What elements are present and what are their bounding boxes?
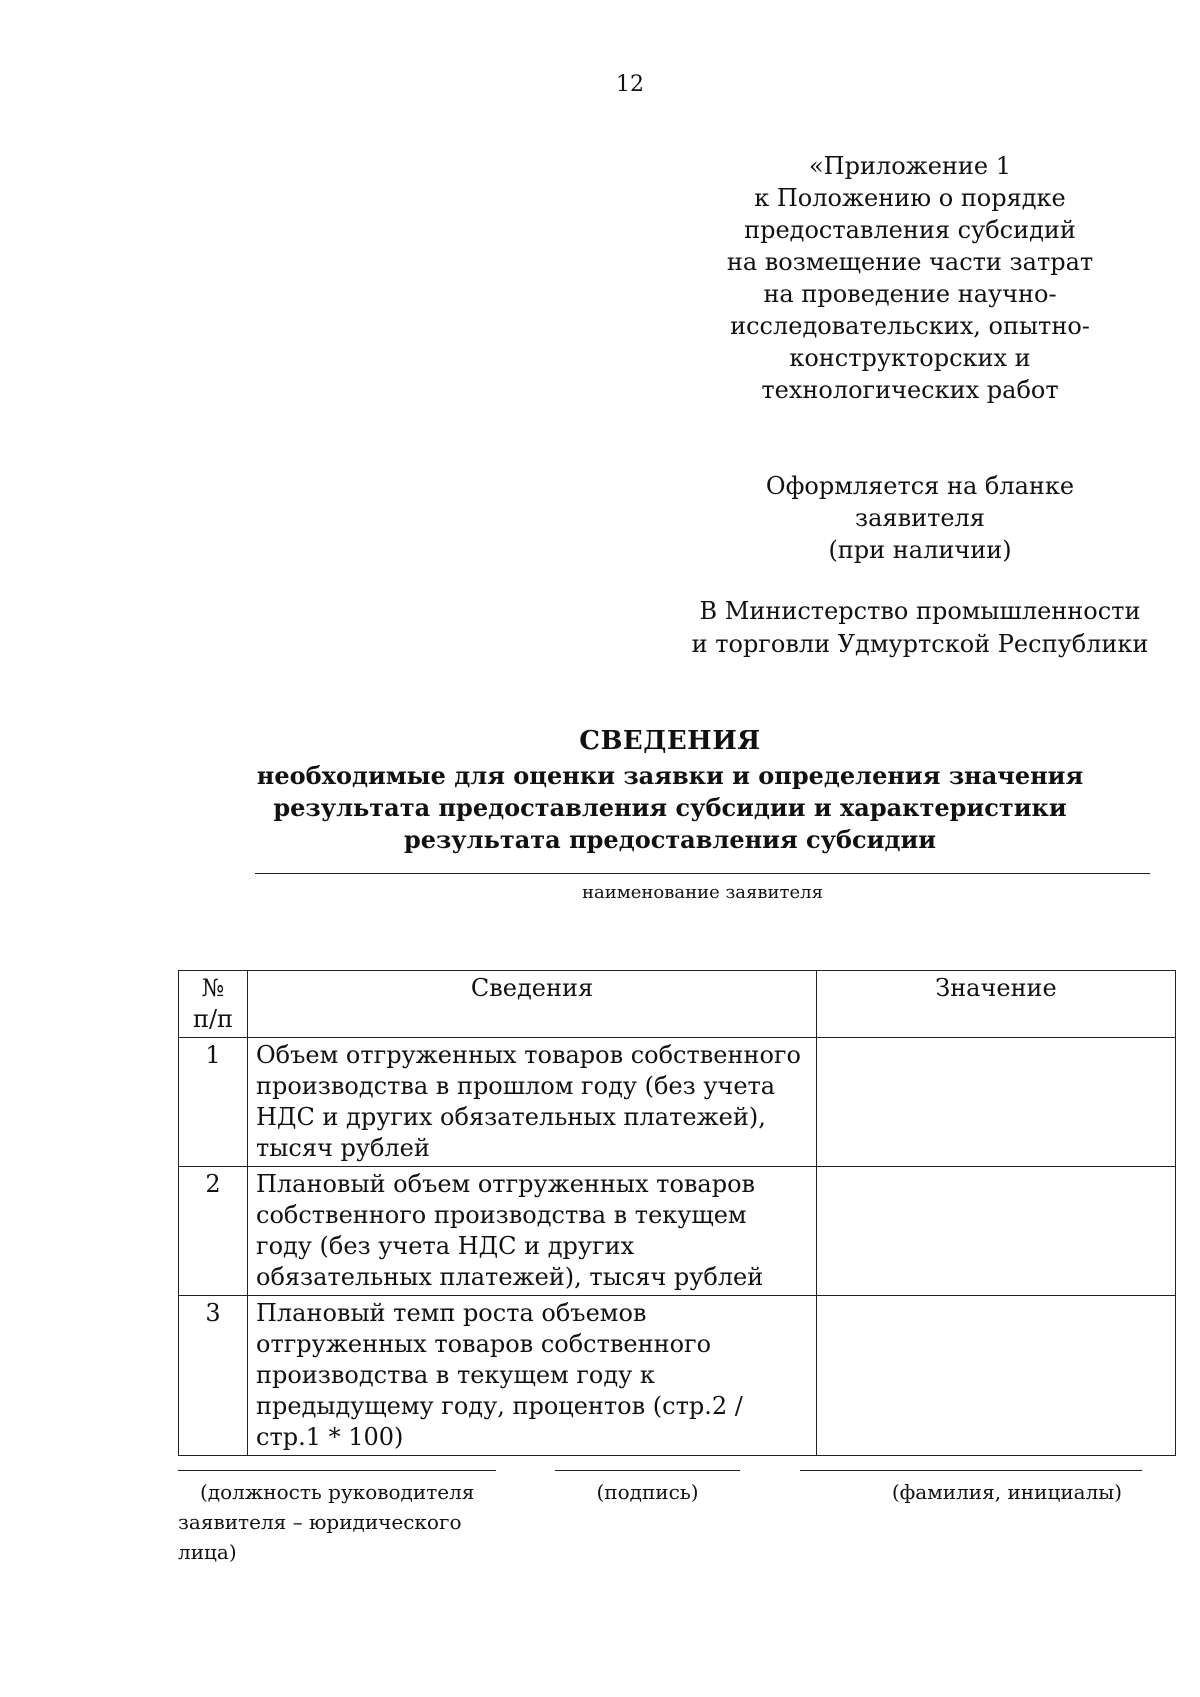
table-row bbox=[179, 1167, 1176, 1296]
row-value-cell[interactable] bbox=[817, 1038, 1176, 1167]
appendix-line: на проведение научно- bbox=[763, 280, 1057, 308]
signature-caption: (подпись) bbox=[596, 1480, 699, 1504]
appendix-line: к Положению о порядке bbox=[754, 184, 1066, 212]
table-row bbox=[179, 1038, 1176, 1167]
data-table bbox=[178, 970, 1176, 1456]
appendix-line: исследовательских, опытно- bbox=[730, 312, 1090, 340]
recipient-block bbox=[690, 595, 1150, 661]
position-caption bbox=[178, 1477, 518, 1567]
header-value: Значение bbox=[817, 971, 1176, 1038]
appendix-line: «Приложение 1 bbox=[808, 152, 1012, 180]
appendix-line: технологических работ bbox=[761, 376, 1059, 404]
position-caption-line: заявителя – юридического лица) bbox=[178, 1510, 462, 1564]
name-signature-line[interactable] bbox=[800, 1470, 1142, 1471]
row-info: Объем отгруженных товаров собственного производства в прошлом году (без учета НДС и других обязательных платежей), тысяч рублей bbox=[248, 1038, 817, 1167]
row-number: 3 bbox=[179, 1296, 248, 1456]
title-main: СВЕДЕНИЯ bbox=[579, 726, 761, 756]
letterhead-note bbox=[700, 470, 1140, 566]
recipient-line: В Министерство промышленности bbox=[699, 597, 1141, 625]
header-number-abbrev: п/п bbox=[192, 1005, 234, 1033]
appendix-line: предоставления субсидий bbox=[744, 216, 1076, 244]
appendix-reference bbox=[720, 150, 1100, 406]
row-info: Плановый объем отгруженных товаров собственного производства в текущем году (без учета НДС и других обязательных платежей), тысяч рублей bbox=[248, 1167, 817, 1296]
position-signature-line[interactable] bbox=[178, 1470, 496, 1471]
name-caption: (фамилия, инициалы) bbox=[891, 1480, 1122, 1504]
row-number: 2 bbox=[179, 1167, 248, 1296]
signature-line[interactable] bbox=[555, 1470, 740, 1471]
recipient-line: и торговли Удмуртской Республики bbox=[691, 630, 1149, 658]
title-subtitle-line: результата предоставления субсидии bbox=[403, 825, 937, 854]
applicant-name-field-line[interactable] bbox=[255, 873, 1150, 874]
row-value-cell[interactable] bbox=[817, 1296, 1176, 1456]
table-header-row bbox=[179, 971, 1176, 1038]
position-caption-line: (должность руководителя bbox=[200, 1480, 475, 1504]
appendix-line: на возмещение части затрат bbox=[726, 248, 1094, 276]
table-row bbox=[179, 1296, 1176, 1456]
row-number: 1 bbox=[179, 1038, 248, 1167]
header-number-symbol: № bbox=[201, 974, 225, 1002]
header-info: Сведения bbox=[248, 971, 817, 1038]
row-value-cell[interactable] bbox=[817, 1167, 1176, 1296]
appendix-line: конструкторских и bbox=[789, 344, 1031, 372]
document-title bbox=[180, 722, 1160, 856]
title-subtitle-line: необходимые для оценки заявки и определения значения bbox=[256, 761, 1084, 790]
applicant-name-caption: наименование заявителя bbox=[582, 882, 823, 903]
title-subtitle-line: результата предоставления субсидии и характеристики bbox=[273, 793, 1067, 822]
letterhead-note-line: (при наличии) bbox=[828, 536, 1012, 564]
letterhead-note-line: Оформляется на бланке заявителя bbox=[765, 472, 1075, 532]
header-number bbox=[179, 971, 248, 1038]
row-info: Плановый темп роста объемов отгруженных товаров собственного производства в текущем году к предыдущему году, процентов (стр.2 / стр.1 * 100) bbox=[248, 1296, 817, 1456]
page-number: 12 bbox=[616, 72, 644, 97]
